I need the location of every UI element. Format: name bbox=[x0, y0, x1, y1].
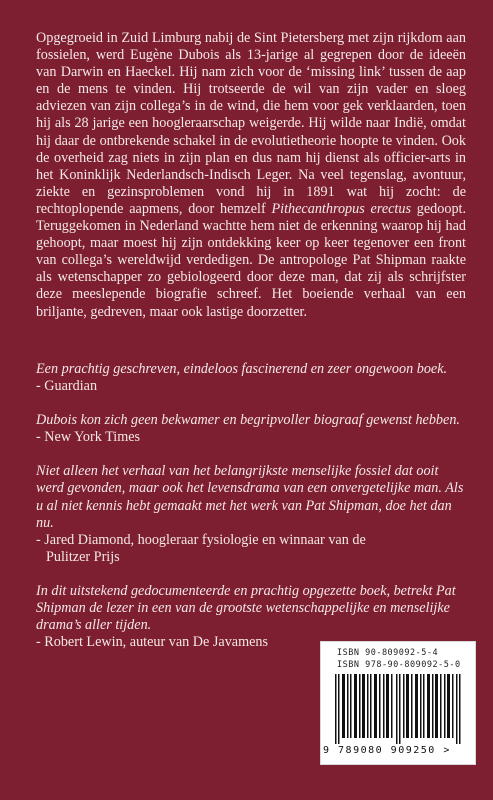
blurb-paragraph: Opgegroeid in Zuid Limburg nabij de Sint Pietersberg met zijn rijkdom aan fossielen, werd Eugène Dubois als 13-jarige al gegrepen door de ideeën van Darwin en Haeckel. Hij nam zich voor de ‘missing link’ tussen de aap en de mens te vinden. Hij trotseerde de wil van zijn vader en sloeg adviezen van zijn collega’s in de wind, die hem voor gek verklaarden, toen hij als 28 jarige een hoogleraarschap weigerde. Hij wilde naar Indië, omdat hij daar de ontbrekende schakel in de evolutietheorie hoopte te vinden. Ook de overheid zag niets in zijn plan en dus nam hij dienst als officier-arts in het Koninklijk Nederlandsch-Indisch Leger. Na veel tegenslag, avontuur, ziekte en gezinsproblemen vond hij in 1891 wat hij zocht: de rechtoplopende aapmens, door hemzelf bbox=[36, 30, 466, 217]
quote-text: In dit uitstekend gedocumenteerde en prachtig opgezette boek, betrekt Pat Shipman de lezer in een van de grootste wetenschappelijke en menselijke drama’s aller tijden. bbox=[36, 582, 456, 634]
barcode-number: 9 789080 909250 bbox=[323, 745, 436, 756]
quote-source-continued: Pulitzer Prijs bbox=[46, 548, 120, 565]
quote-text: Niet alleen het verhaal van het belangrijkste menselijke fossiel dat ooit werd gevonden, maar ook het levensdrama van een onvergetelijke man. Als u al niet kennis hebt gemaakt met het werk van Pat Shipman, doe het dan nu. bbox=[36, 463, 464, 531]
quote-source: - Robert Lewin, auteur van De Javamens bbox=[36, 634, 269, 651]
isbn-10: ISBN 90-809092-5-4 bbox=[337, 648, 439, 658]
review-quote bbox=[36, 412, 466, 446]
barcode-bars bbox=[335, 674, 463, 744]
isbn-13: ISBN 978-90-809092-5-0 bbox=[337, 660, 461, 670]
barcode-arrow: > bbox=[443, 745, 451, 756]
quote-source: - New York Times bbox=[36, 429, 141, 446]
barcode-digits bbox=[323, 745, 475, 756]
quote-text: Dubois kon zich geen bekwamer en begripvoller biograaf gewenst hebben. bbox=[36, 412, 460, 429]
review-quote bbox=[36, 361, 466, 395]
review-quotes bbox=[36, 361, 466, 668]
blurb-text bbox=[36, 30, 466, 321]
quote-text: Een prachtig geschreven, eindeloos fascinerend en zeer ongewoon boek. bbox=[36, 361, 448, 377]
review-quote bbox=[36, 463, 466, 566]
barcode-label bbox=[320, 641, 476, 765]
blurb-italic-taxon: Pithecanthropus erectus bbox=[271, 200, 411, 217]
blurb-paragraph-end: gedoopt. Teruggekomen in Nederland wachtte hem niet de erkenning waarop hij had gehoopt, maar moest hij zijn ontdekking keer op keer tegenover een front van collega’s wereldwijd verdedigen. De antropologe Pat Shipman raakte als wetenschapper zo gebiologeerd door deze man, dat zij als schrijfster deze meeslepende biografie schreef. Het boeiende verhaal van een briljante, gedreven, maar ook lastige doorzetter. bbox=[36, 200, 467, 320]
quote-source: - Guardian bbox=[36, 378, 98, 395]
quote-source: - Jared Diamond, hoogleraar fysiologie en winnaar van de bbox=[36, 531, 366, 548]
